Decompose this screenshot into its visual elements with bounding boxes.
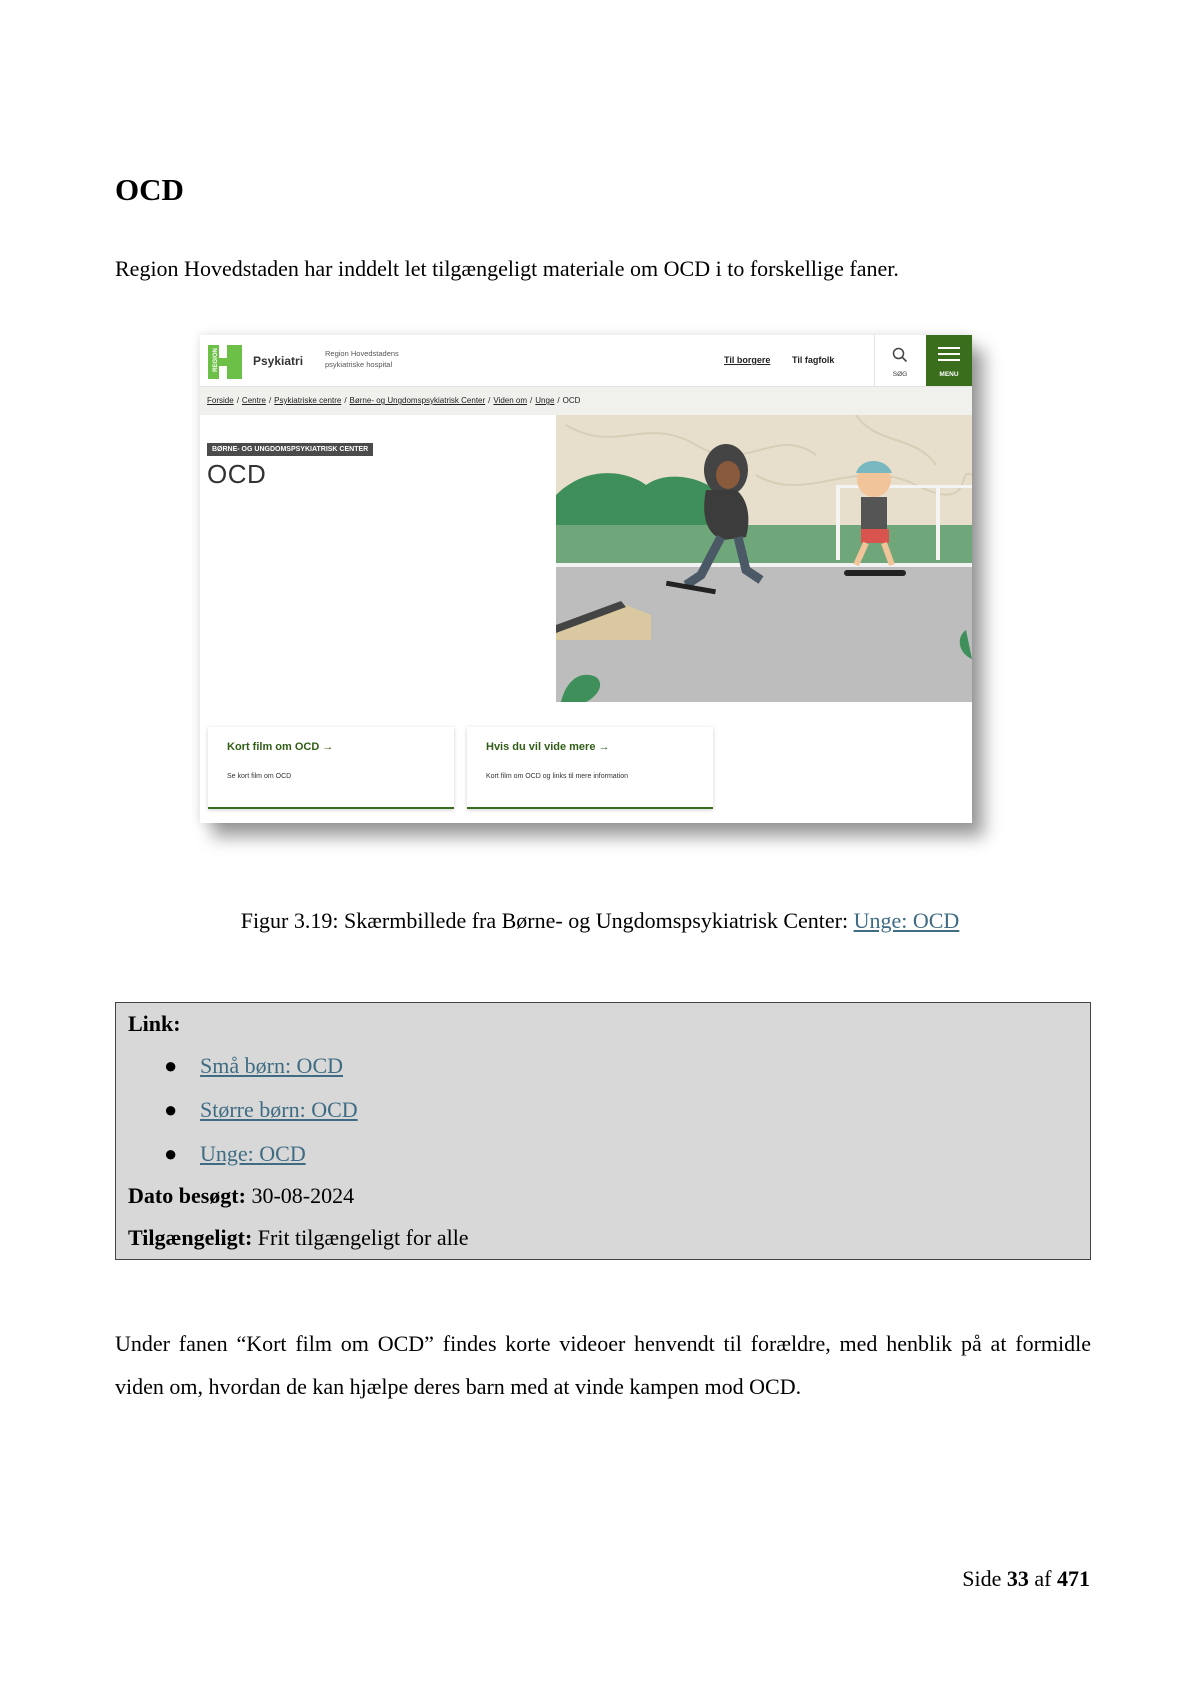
page-number <box>962 1566 1090 1592</box>
hamburger-icon-line <box>938 359 960 361</box>
access-value: Frit tilgængeligt for alle <box>252 1225 469 1250</box>
nav-til-fagfolk[interactable]: Til fagfolk <box>792 355 835 365</box>
breadcrumb-current: OCD <box>562 396 581 405</box>
breadcrumb-item[interactable]: Forside <box>207 396 234 405</box>
figure-caption <box>0 908 1200 934</box>
org-name <box>325 348 435 370</box>
menu-label: MENU <box>939 371 959 378</box>
bullet-icon: ● <box>164 1053 178 1078</box>
card-kort-film[interactable] <box>208 727 454 809</box>
card-title: Kort film om OCD → <box>227 741 334 753</box>
site-header <box>200 335 972 387</box>
link-info-box <box>115 1002 1091 1260</box>
region-logo[interactable] <box>208 345 242 379</box>
page-current: 33 <box>1006 1566 1029 1591</box>
link-unge[interactable]: Unge: OCD <box>200 1141 306 1166</box>
date-value: 30-08-2024 <box>245 1183 355 1208</box>
section-heading: OCD <box>115 172 184 207</box>
page-middle: af <box>1028 1566 1057 1591</box>
access-row <box>128 1225 469 1251</box>
org-line-1: Region Hovedstadens <box>325 349 399 358</box>
breadcrumb-item[interactable]: Unge <box>535 396 555 405</box>
hamburger-icon-line <box>938 353 960 355</box>
intro-paragraph: Region Hovedstaden har inddelt let tilgængeligt materiale om OCD i to forskellige faner. <box>115 256 899 281</box>
center-tag: BØRNE- OG UNGDOMSPSYKIATRISK CENTER <box>207 443 373 456</box>
breadcrumb-item[interactable]: Børne- og Ungdomspsykiatrisk Center <box>349 396 486 405</box>
breadcrumb: Forside / Centre / Psykiatriske centre / Børne- og Ungdomspsykiatrisk Center / Viden om / Unge / OCD <box>200 387 972 415</box>
date-row <box>128 1183 354 1209</box>
breadcrumb-item[interactable]: Psykiatriske centre <box>274 396 342 405</box>
org-line-2: psykiatriske hospital <box>325 360 393 369</box>
card-description: Kort film om OCD og links til mere information <box>486 773 628 780</box>
card-title: Hvis du vil vide mere → <box>486 741 610 753</box>
body-paragraph: Under fanen “Kort film om OCD” findes korte videoer henvendt til forældre, med henblik på at formidle viden om, hvordan de kan hjælpe deres barn med at vinde kampen mod OCD. <box>115 1331 1091 1399</box>
hero-illustration <box>556 415 972 702</box>
logo-text: REGION <box>212 348 219 372</box>
search-icon <box>892 347 908 363</box>
caption-text: Figur 3.19: Skærmbillede fra Børne- og Ungdomspsykiatrisk Center: <box>240 908 854 933</box>
card-description: Se kort film om OCD <box>227 773 292 780</box>
link-label-text: Link: <box>128 1011 181 1036</box>
date-label: Dato besøgt: <box>128 1183 246 1208</box>
logo-shape-bottom <box>219 366 227 379</box>
nav-til-borgere[interactable]: Til borgere <box>724 355 771 365</box>
link-storre-born[interactable]: Større børn: OCD <box>200 1097 358 1122</box>
brand-name: Psykiatri <box>253 354 304 368</box>
card-vide-mere[interactable] <box>467 727 713 809</box>
bullet-icon: ● <box>164 1097 178 1122</box>
page-total: 471 <box>1057 1566 1090 1591</box>
caption-link[interactable]: Unge: OCD <box>853 908 960 933</box>
bullet-icon: ● <box>164 1141 178 1166</box>
access-label: Tilgængeligt: <box>128 1225 253 1250</box>
page-title: OCD <box>207 459 267 489</box>
hamburger-icon <box>938 347 960 349</box>
link-sma-born[interactable]: Små børn: OCD <box>200 1053 343 1078</box>
page-prefix: Side <box>962 1566 1007 1591</box>
search-button[interactable] <box>874 335 925 386</box>
breadcrumb-item[interactable]: Viden om <box>493 396 528 405</box>
breadcrumb-item[interactable]: Centre <box>241 396 266 405</box>
link-label <box>128 1011 181 1037</box>
website-screenshot <box>200 335 972 823</box>
logo-shape-top <box>219 345 227 358</box>
menu-button[interactable] <box>926 335 972 386</box>
search-label: SØG <box>892 371 908 378</box>
